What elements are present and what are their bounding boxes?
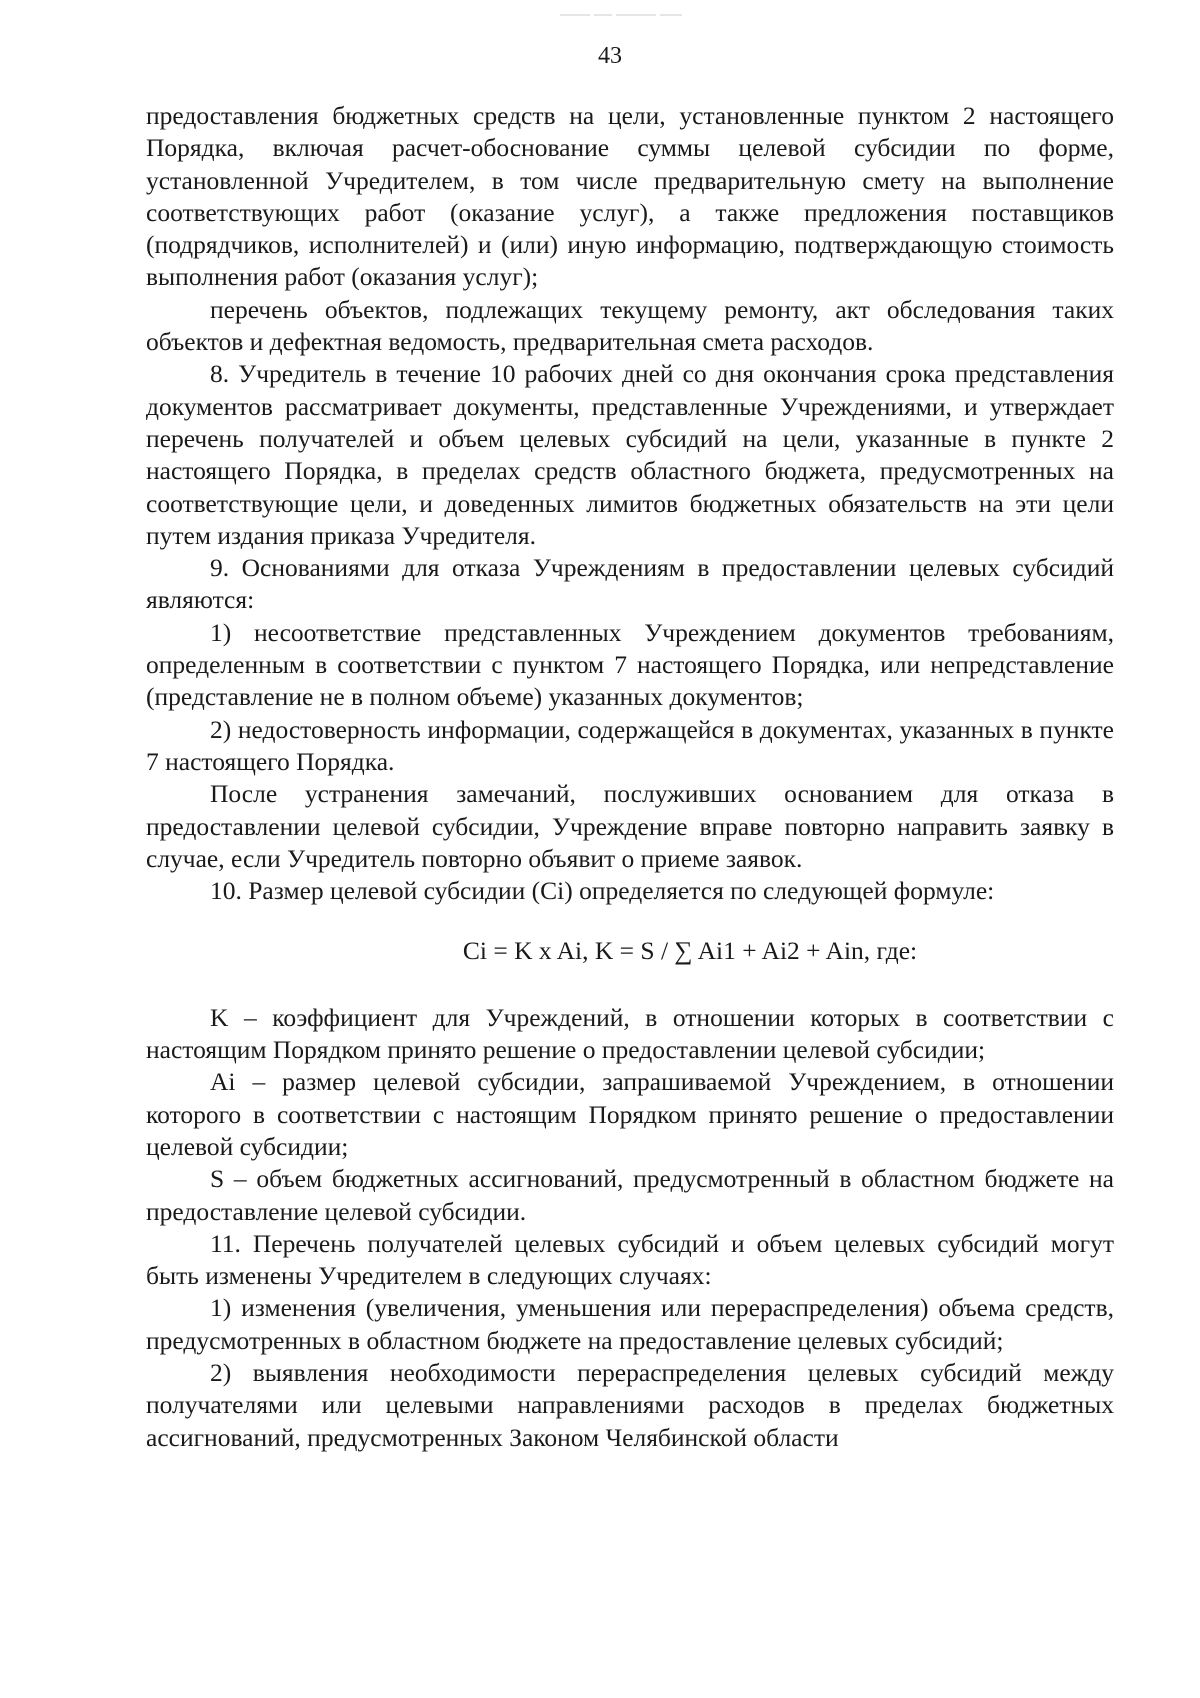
formula-definition-s: S – объем бюджетных ассигнований, предусмотренный в областном бюджете на предоставление целевой субсидии. — [146, 1164, 1114, 1226]
paragraph-subitem-1: 1) изменения (увеличения, уменьшения или перераспределения) объема средств, предусмотренных в областном бюджете на предоставление целевых субсидий; — [146, 1293, 1114, 1355]
paragraph: перечень объектов, подлежащих текущему ремонту, акт обследования таких объектов и дефектная ведомость, предварительная смета расходов. — [146, 294, 1114, 357]
paragraph-item-9: 9. Основаниями для отказа Учреждениям в предоставлении целевых субсидий являются: — [146, 553, 1114, 615]
formula-definition-ai: Ai – размер целевой субсидии, запрашиваемой Учреждением, в отношении которого в соответствии с настоящим Порядком принято решение о предоставлении целевой субсидии; — [146, 1067, 1114, 1161]
formula-definition-k: K – коэффициент для Учреждений, в отношении которых в соответствии с настоящим Порядком принято решение о предоставлении целевой субсидии; — [146, 1002, 1114, 1065]
page-number: 43 — [598, 43, 622, 69]
paragraph-subitem-2: 2) недостоверность информации, содержащейся в документах, указанных в пункте 7 настоящего Порядка. — [146, 714, 1114, 776]
paragraph-item-8: 8. Учредитель в течение 10 рабочих дней со дня окончания срока представления документов рассматривает документы, представленные Учреждениями, и утверждает перечень получателей и объем целевых субсидий на цели, указанные в пункте 2 настоящего Порядка, в пределах средств областного бюджета, предусмотренных на соответствующие цели, и доведенных лимитов бюджетных обязательств на эти цели путем издания приказа Учредителя. — [146, 359, 1114, 550]
paragraph-item-11: 11. Перечень получателей целевых субсидий и объем целевых субсидий могут быть изменены Учредителем в следующих случаях: — [146, 1228, 1114, 1291]
paragraph-item-10: 10. Размер целевой субсидии (Ci) определяется по следующей формуле: — [210, 876, 995, 906]
scan-artifact — [560, 6, 700, 16]
paragraph-subitem-1: 1) несоответствие представленных Учреждением документов требованиям, определенным в соответствии с пунктом 7 настоящего Порядка, или непредставление (представление не в полном объеме) указанных документов; — [146, 617, 1114, 712]
paragraph-continuation: предоставления бюджетных средств на цели, установленные пунктом 2 настоящего Порядка, включая расчет-обоснование суммы целевой субсидии по форме, установленной Учредителем, в том числе предварительную смету на выполнение соответствующих работ (оказание услуг), а также предложения поставщиков (подрядчиков, исполнителей) и (или) иную информацию, подтверждающую стоимость выполнения работ (оказания услуг); — [146, 101, 1114, 292]
formula: Ci = K x Ai, K = S / ∑ Ai1 + Ai2 + Ain, где: — [462, 936, 918, 966]
paragraph: После устранения замечаний, послуживших основанием для отказа в предоставлении целевой субсидии, Учреждение вправе повторно направить заявку в случае, если Учредитель повторно объявит о приеме заявок. — [146, 779, 1114, 873]
paragraph-subitem-2: 2) выявления необходимости перераспределения целевых субсидий между получателями или целевыми направлениями расходов в пределах бюджетных ассигнований, предусмотренных Законом Челябинской области — [146, 1357, 1114, 1452]
document-body — [146, 100, 1114, 1454]
